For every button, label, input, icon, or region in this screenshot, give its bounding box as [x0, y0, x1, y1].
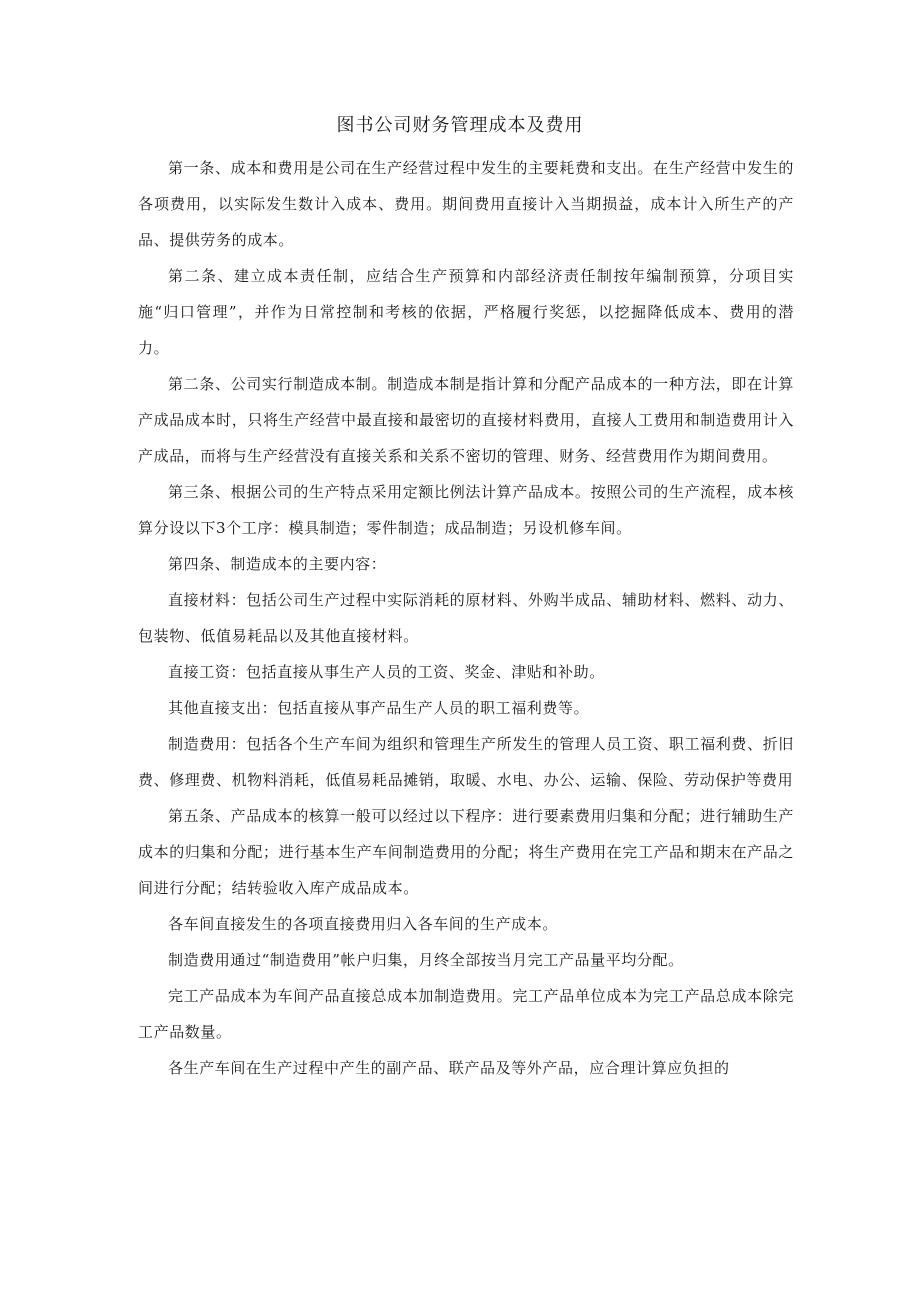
paragraph-finished-product-cost: 完工产品成本为车间产品直接总成本加制造费用。完工产品单位成本为完工产品总成本除完工产品数量。	[138, 987, 794, 1041]
paragraph-article-2: 第二条、建立成本责任制，应结合生产预算和内部经济责任制按年编制预算，分项目实施“归口管理”，并作为日常控制和考核的依据，严格履行奖惩，以挖掘降低成本、费用的潜力。	[138, 267, 794, 357]
paragraph-article-3: 第三条、根据公司的生产特点采用定额比例法计算产品成本。按照公司的生产流程，成本核算分设以下3个工序：模具制造；零件制造；成品制造；另设机修车间。	[138, 483, 794, 537]
paragraph-manufacturing-overhead: 制造费用：包括各个生产车间为组织和管理生产所发生的管理人员工资、职工福利费、折旧费、修理费、机物料消耗，低值易耗品摊销，取暖、水电、办公、运输、保险、劳动保护等费用	[138, 735, 794, 789]
paragraph-article-4: 第四条、制造成本的主要内容：	[168, 555, 387, 573]
paragraph-overhead-allocation: 制造费用通过“制造费用”帐户归集，月终全部按当月完工产品量平均分配。	[168, 951, 684, 969]
paragraph-by-products: 各生产车间在生产过程中产生的副产品、联产品及等外产品，应合理计算应负担的	[168, 1059, 730, 1077]
paragraph-article-5: 第五条、产品成本的核算一般可以经过以下程序：进行要素费用归集和分配；进行辅助生产成本的归集和分配；进行基本生产车间制造费用的分配；将生产费用在完工产品和期末在产品之间进行分配；结转验收入库产成品成本。	[138, 807, 794, 897]
document-title: 图书公司财务管理成本及费用	[336, 115, 584, 136]
paragraph-article-2b: 第二条、公司实行制造成本制。制造成本制是指计算和分配产品成本的一种方法，即在计算产成品成本时，只将生产经营中最直接和最密切的直接材料费用，直接人工费用和制造费用计入产成品，而将与生产经营没有直接关系和关系不密切的管理、财务、经营费用作为期间费用。	[138, 375, 794, 465]
document-body	[138, 150, 794, 1086]
paragraph-direct-materials: 直接材料：包括公司生产过程中实际消耗的原材料、外购半成品、辅助材料、燃料、动力、包装物、低值易耗品以及其他直接材料。	[138, 591, 794, 645]
paragraph-direct-wages: 直接工资：包括直接从事生产人员的工资、奖金、津贴和补助。	[168, 663, 605, 681]
paragraph-other-direct-expenses: 其他直接支出：包括直接从事产品生产人员的职工福利费等。	[168, 699, 590, 717]
paragraph-workshop-costs: 各车间直接发生的各项直接费用归入各车间的生产成本。	[168, 915, 559, 933]
paragraph-article-1: 第一条、成本和费用是公司在生产经营过程中发生的主要耗费和支出。在生产经营中发生的各项费用，以实际发生数计入成本、费用。期间费用直接计入当期损益，成本计入所生产的产品、提供劳务的成本。	[138, 159, 794, 249]
